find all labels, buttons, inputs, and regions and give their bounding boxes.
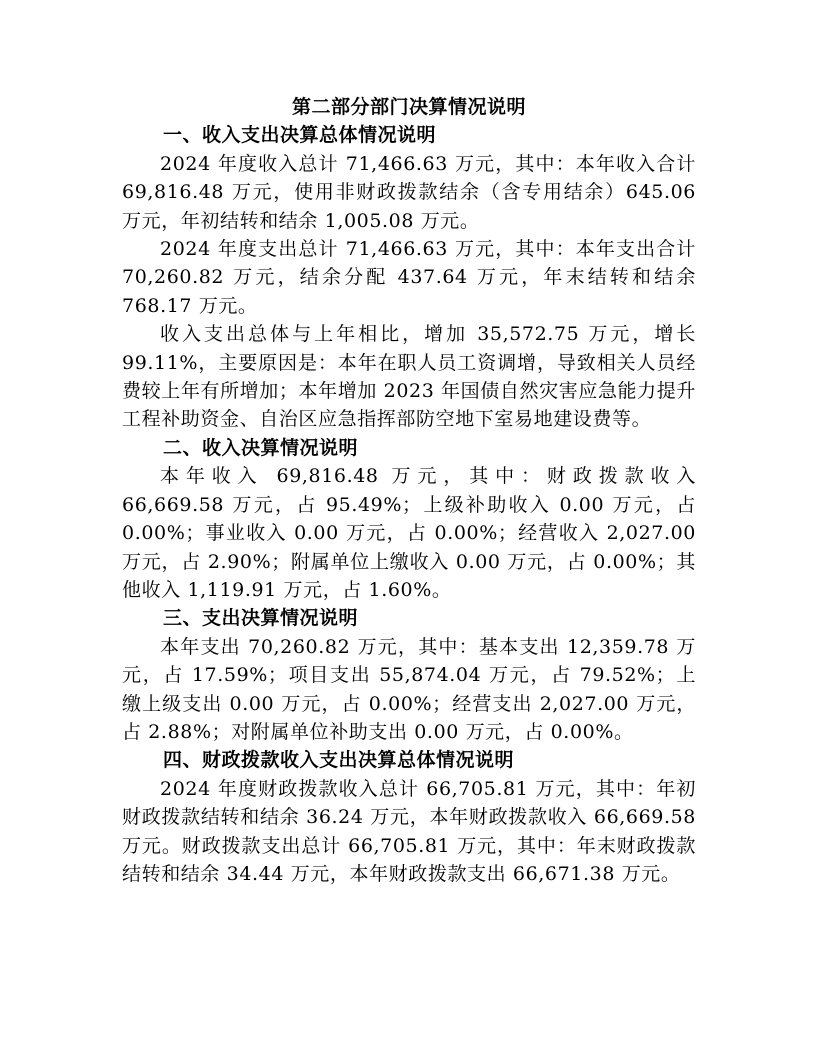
paragraph-expense-total: 2024 年度支出总计 71,466.63 万元，其中：本年支出合计 70,260.82 万元，结余分配 437.64 万元，年末结转和结余 768.17 万元。	[122, 238, 696, 317]
paragraph-fiscal-appropriation: 2024 年度财政拨款收入总计 66,705.81 万元，其中：年初财政拨款结转和结余 36.24 万元，本年财政拨款收入 66,669.58 万元。财政拨款支出总计 66,705.81 万元，其中：年末财政拨款结转和结余 34.44 万元，本年财政拨款支出 66,671.38 万元。	[122, 777, 696, 885]
section-heading: 三、支出决算情况说明	[163, 607, 359, 630]
section-income	[122, 434, 696, 604]
section-heading: 二、收入决算情况说明	[163, 436, 359, 459]
paragraph-income-detail: 本年收入 69,816.48 万元，其中：财政拨款收入 66,669.58 万元，占 95.49%；上级补助收入 0.00 万元，占 0.00%；事业收入 0.00 万元，占 0.00%；经营收入 2,027.00 万元，占 2.90%；附属单位上缴收入 0.00 万元，占 0.00%；其他收入 1,119.91 万元，占 1.60%。	[122, 465, 696, 601]
section-overall	[122, 121, 696, 433]
page-title: 第二部分部门决算情况说明	[291, 96, 526, 118]
paragraph-income-total: 2024 年度收入总计 71,466.63 万元，其中：本年收入合计 69,816.48 万元，使用非财政拨款结余（含专用结余）645.06 万元，年初结转和结余 1,005.08 万元。	[122, 152, 696, 232]
paragraph-expense-detail: 本年支出 70,260.82 万元，其中：基本支出 12,359.78 万元，占 17.59%；项目支出 55,874.04 万元，占 79.52%；上缴上级支出 0.00 万元，占 0.00%；经营支出 2,027.00 万元，占 2.88%；对附属单位补助支出 0.00 万元，占 0.00%。	[122, 635, 696, 743]
section-heading: 四、财政拨款收入支出决算总体情况说明	[163, 749, 515, 772]
section-heading: 一、收入支出决算总体情况说明	[163, 124, 437, 147]
document-body	[122, 93, 696, 888]
section-fiscal-appropriation	[122, 746, 696, 888]
section-expense	[122, 604, 696, 746]
paragraph-year-comparison: 收入支出总体与上年相比，增加 35,572.75 万元，增长 99.11%，主要原因是：本年在职人员工资调增，导致相关人员经费较上年有所增加；本年增加 2023 年国债自然灾害应急能力提升工程补助资金、自治区应急指挥部防空地下室易地建设费等。	[122, 323, 696, 431]
